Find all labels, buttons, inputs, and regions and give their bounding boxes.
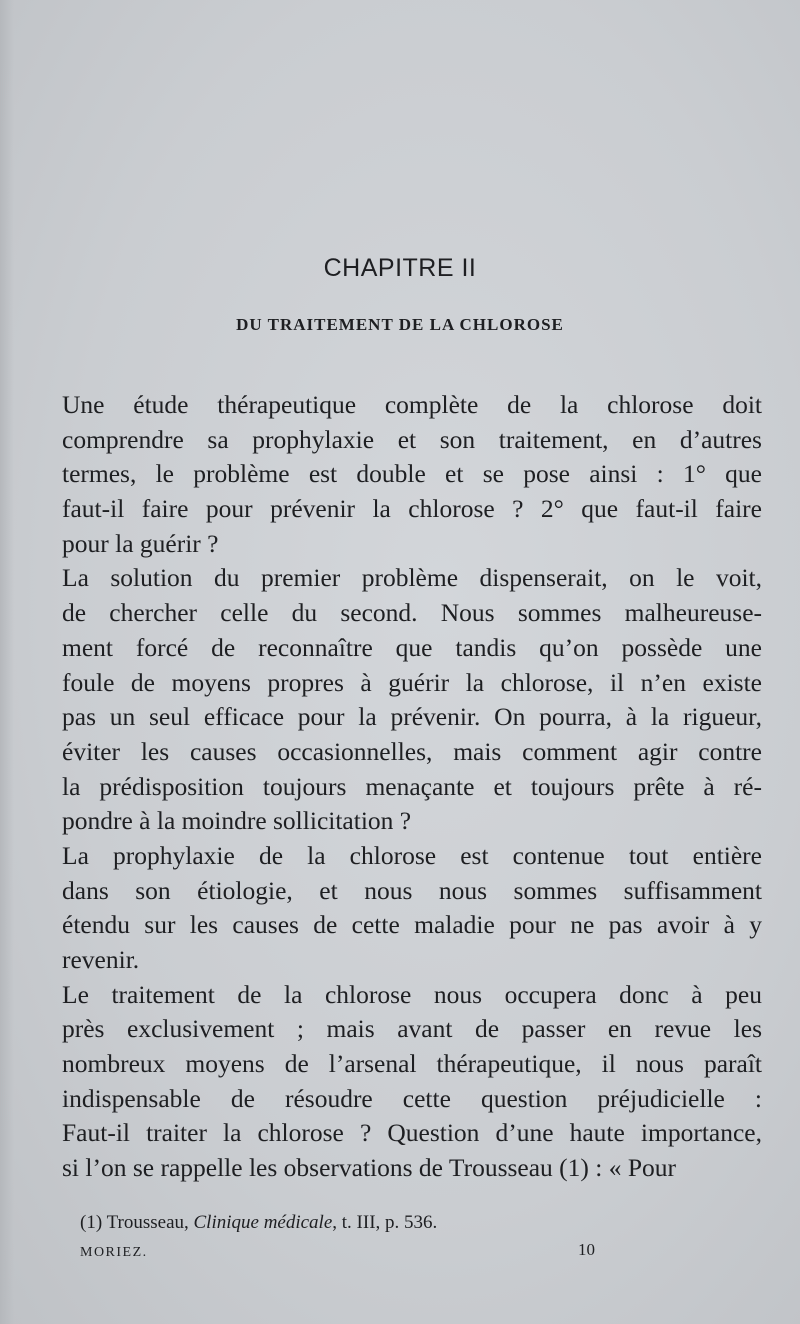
body-line: étendu sur les causes de cette maladie pour ne pas avoir à y [62,910,762,940]
body-text [62,388,762,1186]
body-line: revenir. [62,945,140,974]
body-line: La solution du premier problème dispenserait, on le voit, [62,563,762,593]
body-line: faut-il faire pour prévenir la chlorose ? 2° que faut-il faire [62,494,762,524]
footnote [80,1212,437,1234]
footnote-work: Clinique médicale [193,1212,333,1233]
body-line: pour la guérir ? [62,528,219,558]
footnote-marker: (1) [80,1212,103,1233]
body-line: nombreux moyens de l’arsenal thérapeutique, il nous paraît [62,1049,762,1079]
body-line: indispensable de résoudre cette question préjudicielle : [62,1083,762,1113]
body-line: pondre à la moindre sollicitation ? [62,806,412,836]
footnote-author: Trousseau, [106,1212,189,1233]
printer-signature: MORIEZ. [80,1245,148,1260]
footnote-reference: , t. III, p. 536. [332,1212,438,1233]
body-line: éviter les causes occasionnelles, mais comment agir contre [62,736,762,766]
body-line: termes, le problème est double et se pose ainsi : 1° que [62,459,762,489]
body-line: dans son étiologie, et nous nous sommes suffisamment [62,875,762,905]
body-line: près exclusivement ; mais avant de passer en revue les [62,1014,762,1044]
body-line: Faut-il traiter la chlorose ? Question d’une haute importance, [62,1118,762,1148]
body-line: Le traitement de la chlorose nous occupera donc à peu [62,979,762,1009]
chapter-title: CHAPITRE II [323,254,477,282]
body-line: si l’on se rappelle les observations de Trousseau (1) : « Pour [62,1153,677,1183]
body-line: de chercher celle du second. Nous sommes malheureuse- [62,598,762,628]
body-line: foule de moyens propres à guérir la chlorose, il n’en existe [62,667,762,697]
body-line: pas un seul efficace pour la prévenir. On pourra, à la rigueur, [62,702,762,732]
chapter-subtitle: DU TRAITEMENT DE LA CHLOROSE [236,315,564,334]
page-edge-shadow [0,0,14,1324]
body-line: comprendre sa prophylaxie et son traitement, en d’autres [62,424,762,454]
body-line: La prophylaxie de la chlorose est contenue tout entière [62,840,762,870]
body-line: la prédisposition toujours menaçante et toujours prête à ré- [62,771,762,801]
body-line: Une étude thérapeutique complète de la chlorose doit [62,390,762,419]
page-number: 10 [578,1240,595,1259]
body-line: ment forcé de reconnaître que tandis qu’on possède une [62,632,762,662]
